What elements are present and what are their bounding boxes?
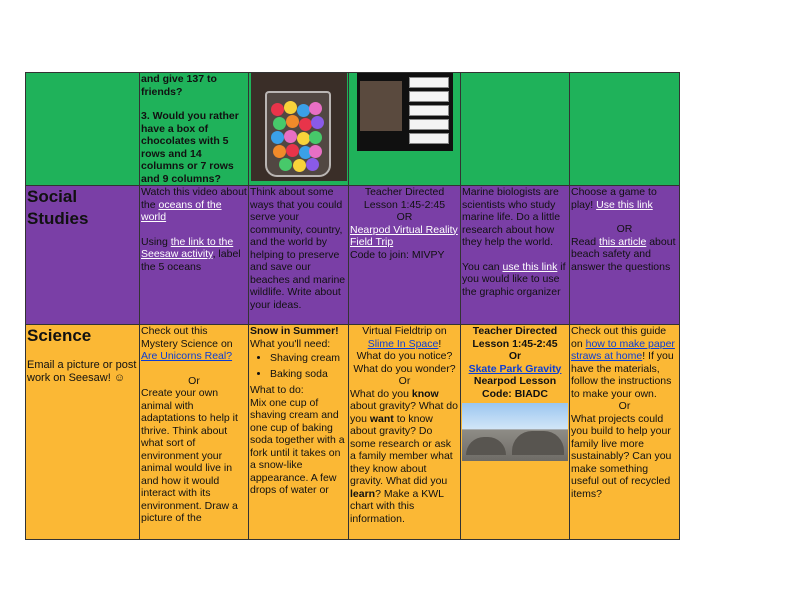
math-cell-5 [570, 73, 680, 186]
snow-steps: Mix one cup of shaving cream and one cup of baking soda together with a fork until it takes on a snow-like appearance. A few drops of water or [250, 396, 345, 496]
science-or-3: Or [398, 375, 411, 387]
social-cell-1 [140, 186, 249, 325]
social-studies-subject-cell [26, 186, 140, 325]
seesaw-note: Email a picture or post work on Seesaw! ☺ [27, 359, 137, 384]
math-cell-3 [349, 73, 461, 186]
seesaw-activity-link[interactable]: the link to the Seesaw activity [141, 235, 234, 260]
science-text-5a: Check out this guide on how to make paper straws at home! If you have the materials, follow the instructions to make your own. [571, 325, 675, 400]
social-text-3a: Teacher Directed Lesson 1:45-2:45 [363, 186, 446, 211]
use-this-link-organizer[interactable]: use this link [502, 260, 558, 273]
list-item: • Baking soda [270, 368, 347, 381]
science-cell-2 [249, 325, 349, 540]
skate-park-image [462, 403, 568, 461]
snow-in-summer-title: Snow in Summer! [250, 325, 339, 337]
slime-in-space-line: Virtual Fieldtrip on Slime In Space! [362, 325, 447, 350]
science-subject: Science [27, 326, 92, 345]
science-row [26, 325, 680, 540]
social-text-5b: Read this article about beach safety and answer the questions [571, 235, 676, 273]
nearpod-code: Nearpod Lesson Code: BIADC [473, 375, 557, 400]
science-text-5b: What projects could you build to help your family live more sustainably? Can you make something useful out of recycled items? [571, 412, 672, 500]
choice-board-table [25, 72, 680, 540]
social-studies-subject: Social Studies [27, 187, 89, 228]
science-cell-4 [461, 325, 570, 540]
social-cell-5 [570, 186, 680, 325]
candy-glass-image [251, 73, 347, 181]
science-or-5: Or [618, 400, 631, 412]
science-subject-cell [26, 325, 140, 540]
science-cell-1 [140, 325, 249, 540]
social-text-1b: Using the link to the Seesaw activity, label the 5 oceans [141, 235, 241, 273]
social-cell-3 [349, 186, 461, 325]
math-cell-1 [140, 73, 249, 186]
science-cell-5 [570, 325, 680, 540]
science-text-1a: Check out this Mystery Science on Are Unicorns Real? [141, 325, 233, 362]
math-text-b: 3. Would you rather have a box of chocolates with 5 rows and 14 columns or 7 rows and 9 columns? [141, 110, 239, 185]
materials-list [270, 352, 347, 380]
science-text-4a: Teacher Directed Lesson 1:45-2:45 [472, 325, 558, 350]
social-code-3: Code to join: MIVPY [350, 248, 445, 261]
math-cell-4 [461, 73, 570, 186]
social-text-2: Think about some ways that you could serve your community, country, and the world by helping to preserve and save our beaches and marine wildlife. Write about your ideas. [250, 186, 346, 311]
science-cell-3 [349, 325, 461, 540]
kwl-text: What do you know about gravity? What do you want to know about gravity? Do some research or ask a family member what they know about gravity. What did you learn? Make a KWL chart with this information. [350, 387, 458, 525]
list-item: • Shaving cream [270, 352, 347, 365]
science-text-1b: Create your own animal with adaptations to help it thrive. Think about what sort of environment your animal would live in and how it would interact with its environment. Draw a picture of the [141, 387, 238, 524]
math-cell-2 [249, 73, 349, 186]
what-you-need-label: What you'll need: [250, 337, 331, 350]
what-to-do-label: What to do: [250, 384, 304, 396]
social-text-4b: You can use this link if you would like to use the graphic organizer [462, 260, 566, 298]
social-studies-row [26, 186, 680, 325]
science-or-4: Or [508, 350, 522, 362]
social-cell-4 [461, 186, 570, 325]
math-row [26, 73, 680, 186]
math-slide-image [357, 73, 453, 151]
social-text-4a: Marine biologists are scientists who study marine life. Do a little research about how they help the world. [462, 186, 561, 248]
science-or-1: Or [188, 374, 200, 387]
nearpod-vr-field-trip-link[interactable]: Nearpod Virtual Reality Field Trip [350, 223, 458, 248]
slime-in-space-link[interactable]: Slime In Space [367, 337, 439, 350]
are-unicorns-real-link[interactable]: Are Unicorns Real? [141, 350, 233, 362]
wonder-question: What do you wonder? [353, 362, 456, 375]
paper-straws-link[interactable]: how to make paper straws at home [571, 337, 675, 362]
oceans-of-the-world-link[interactable]: oceans of the world [141, 198, 222, 223]
skate-park-gravity-link[interactable]: Skate Park Gravity [468, 362, 562, 375]
game-link[interactable]: Use this link [596, 198, 653, 211]
social-or-5: OR [616, 223, 633, 235]
social-or-3: OR [396, 211, 413, 223]
notice-question: What do you notice? [356, 350, 453, 362]
social-cell-2 [249, 186, 349, 325]
math-subject-cell [26, 73, 140, 186]
beach-safety-article-link[interactable]: this article [599, 235, 647, 248]
social-text-1a: Watch this video about the oceans of the world [141, 186, 247, 223]
math-text-a: and give 137 to friends? [141, 73, 217, 98]
social-text-5a: Choose a game to play! Use this link [571, 186, 657, 211]
